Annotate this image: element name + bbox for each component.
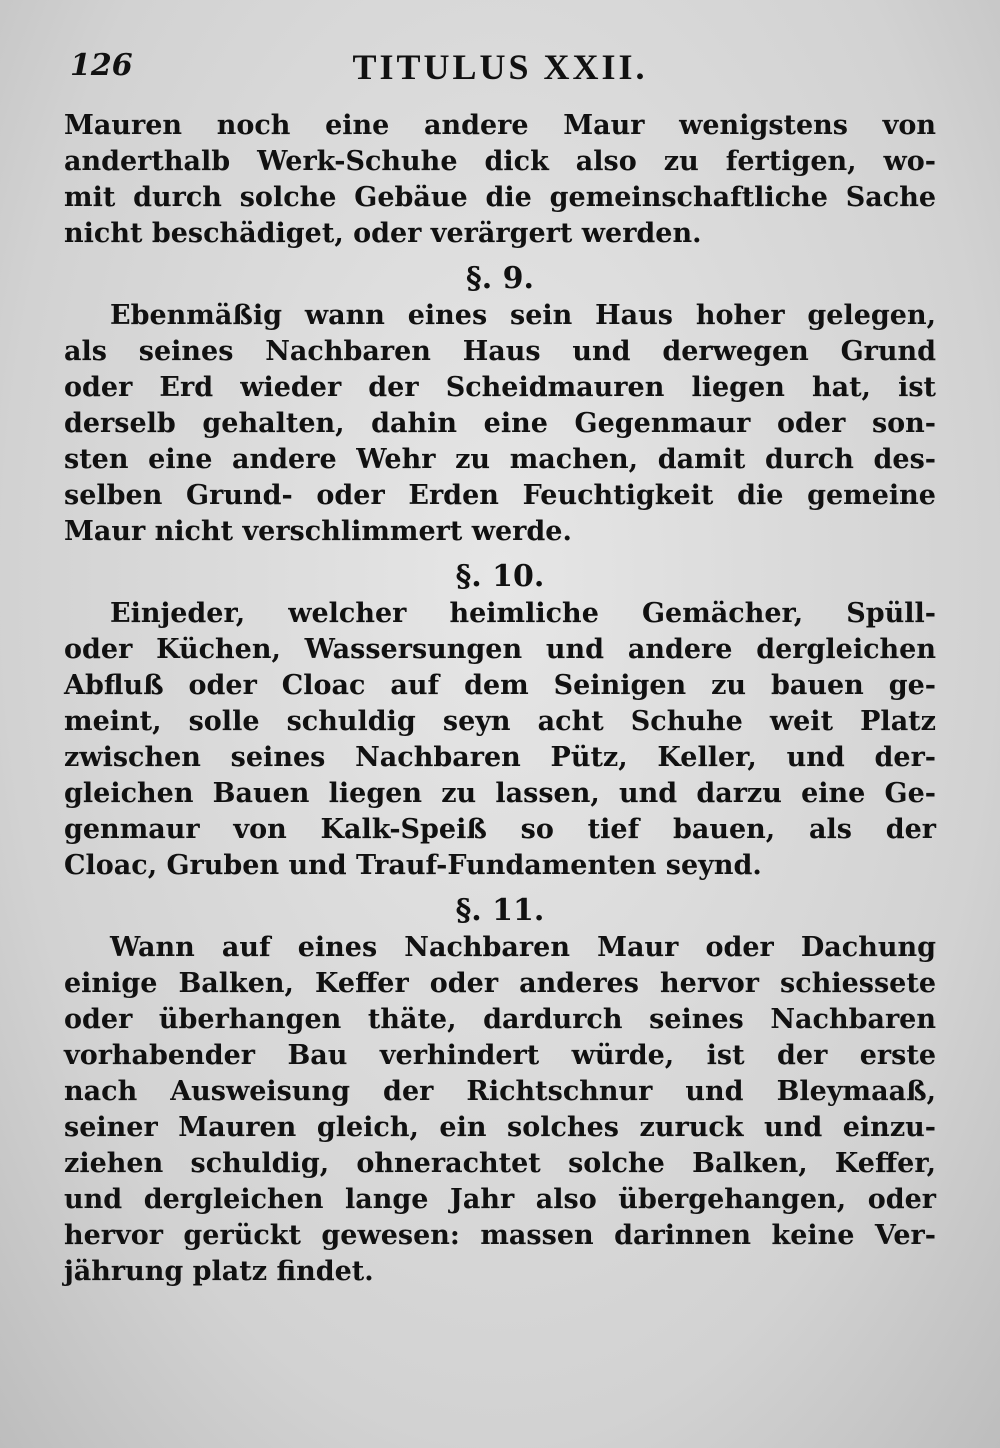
text-line: mit durch solche Gebäue die gemeinschaftliche Sache [64, 182, 936, 213]
paragraph [64, 892, 936, 1290]
text-line: Mauren noch eine andere Maur wenigstens von [64, 110, 936, 141]
text-line: einige Balken, Keffer oder anderes hervor schiessete [64, 968, 936, 999]
text-line: vorhabender Bau verhindert würde, ist der erste [64, 1040, 936, 1071]
text-line: gleichen Bauen liegen zu lassen, und darzu eine Ge- [64, 778, 936, 809]
text-line: genmaur von Kalk-Speiß so tief bauen, als der [64, 814, 936, 845]
text-line: als seines Nachbaren Haus und derwegen Grund [64, 336, 936, 367]
text-line: anderthalb Werk-Schuhe dick also zu fertigen, wo- [64, 146, 936, 177]
running-title: TITULUS XXII. [352, 47, 648, 87]
page-header [60, 46, 940, 96]
text-line: Cloac, Gruben und Trauf-Fundamenten seynd. [64, 850, 762, 881]
page-number: 126 [70, 48, 133, 83]
section-heading: §. 9. [466, 261, 534, 296]
text-line: seiner Mauren gleich, ein solches zuruck und einzu- [64, 1112, 936, 1143]
text-line: meint, solle schuldig seyn acht Schuhe weit Platz [64, 706, 936, 737]
text-line: derselb gehalten, dahin eine Gegenmaur oder son- [64, 408, 936, 439]
text-line: jährung platz findet. [64, 1256, 374, 1287]
paragraph [64, 558, 936, 884]
page-body [64, 108, 936, 1290]
text-line: Abfluß oder Cloac auf dem Seinigen zu bauen ge- [64, 670, 936, 701]
text-line: ziehen schuldig, ohnerachtet solche Balken, Keffer, [64, 1148, 936, 1179]
text-line: Ebenmäßig wann eines sein Haus hoher gelegen, [110, 300, 936, 331]
section-heading: §. 10. [455, 559, 545, 594]
text-line: Maur nicht verschlimmert werde. [64, 516, 572, 547]
text-line: nicht beschädiget, oder verärgert werden. [64, 218, 702, 249]
section-heading: §. 11. [455, 893, 545, 928]
text-line: oder Küchen, Wassersungen und andere dergleichen [64, 634, 936, 665]
text-line: nach Ausweisung der Richtschnur und Bleymaaß, [64, 1076, 936, 1107]
text-line: hervor gerückt gewesen: massen darinnen keine Ver- [64, 1220, 936, 1251]
text-line: sten eine andere Wehr zu machen, damit durch des- [64, 444, 936, 475]
text-line: oder Erd wieder der Scheidmauren liegen hat, ist [64, 372, 936, 403]
text-line: und dergleichen lange Jahr also übergehangen, oder [64, 1184, 936, 1215]
text-line: Einjeder, welcher heimliche Gemächer, Spüll- [110, 598, 936, 629]
text-line: Wann auf eines Nachbaren Maur oder Dachung [110, 932, 936, 963]
text-line: oder überhangen thäte, dardurch seines Nachbaren [64, 1004, 936, 1035]
paragraph [64, 108, 936, 252]
paragraph [64, 260, 936, 550]
text-line: zwischen seines Nachbaren Pütz, Keller, und der- [64, 742, 936, 773]
text-line: selben Grund- oder Erden Feuchtigkeit die gemeine [64, 480, 936, 511]
